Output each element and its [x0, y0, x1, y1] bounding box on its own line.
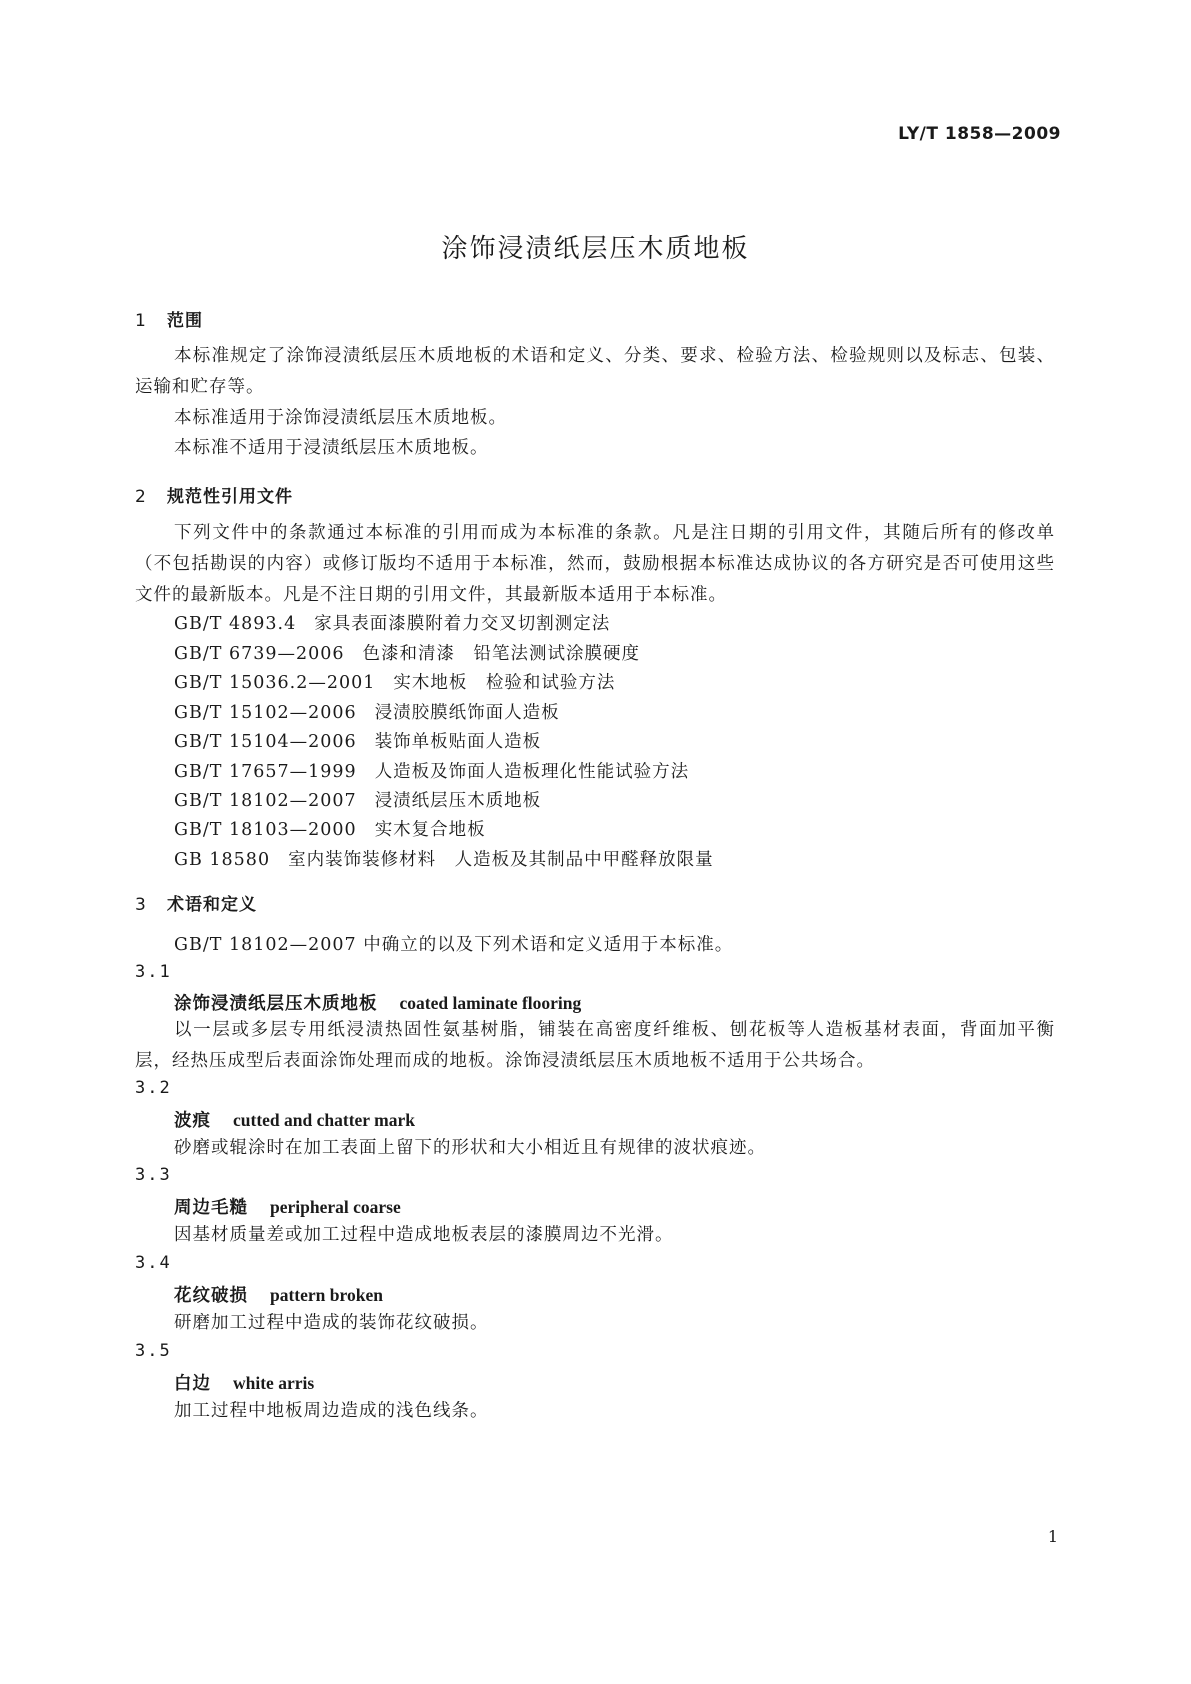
- reference-code: GB/T 4893.4: [174, 614, 297, 634]
- standard-code: LY/T 1858—2009: [898, 124, 1061, 144]
- clause-number: 3.1: [135, 962, 172, 982]
- reference-item: [174, 669, 615, 694]
- reference-code: GB 18580: [174, 850, 271, 870]
- term-definition: 因基材质量差或加工过程中造成地板表层的漆膜周边不光滑。: [174, 1225, 674, 1245]
- clause-number: 3.5: [135, 1341, 172, 1361]
- term-chinese: 涂饰浸渍纸层压木质地板: [174, 994, 378, 1014]
- term-chinese: 花纹破损: [174, 1286, 248, 1306]
- reference-item: [174, 758, 689, 783]
- section-number: 2: [135, 487, 147, 507]
- section-3-heading: [135, 890, 257, 915]
- section-title: 范围: [167, 311, 203, 331]
- reference-title: 浸渍纸层压木质地板: [374, 791, 542, 811]
- reference-title: 浸渍胶膜纸饰面人造板: [374, 703, 560, 723]
- section-title: 规范性引用文件: [167, 487, 293, 507]
- reference-item: [174, 846, 714, 871]
- reference-item: [174, 699, 560, 724]
- term-english: pattern broken: [270, 1285, 383, 1305]
- reference-item: [174, 640, 640, 665]
- term-entry: [174, 1107, 415, 1132]
- reference-item: [174, 816, 486, 841]
- reference-code: GB/T 18102—2007: [174, 791, 357, 811]
- section-1-paragraph-3: 本标准不适用于浸渍纸层压木质地板。: [174, 438, 489, 458]
- reference-item: [174, 610, 610, 635]
- term-english: white arris: [233, 1373, 315, 1393]
- reference-code: GB/T 17657—1999: [174, 762, 357, 782]
- term-english: coated laminate flooring: [399, 993, 582, 1013]
- section-number: 3: [135, 895, 147, 915]
- term-entry: [174, 1282, 383, 1307]
- section-1-paragraph-1: 本标准规定了涂饰浸渍纸层压木质地板的术语和定义、分类、要求、检验方法、检验规则以及标志、包装、运输和贮存等。: [135, 346, 1055, 397]
- reference-title: 室内装饰装修材料 人造板及其制品中甲醛释放限量: [288, 850, 714, 870]
- term-definition: 研磨加工过程中造成的装饰花纹破损。: [174, 1313, 489, 1333]
- term-chinese: 白边: [174, 1374, 211, 1394]
- page-number: 1: [1047, 1527, 1058, 1546]
- section-1-heading: [135, 306, 203, 331]
- term-entry: [174, 1194, 401, 1219]
- reference-title: 装饰单板贴面人造板: [374, 732, 542, 752]
- term-definition: 以一层或多层专用纸浸渍热固性氨基树脂，铺装在高密度纤维板、刨花板等人造板基材表面，背面加平衡层，经热压成型后表面涂饰处理而成的地板。涂饰浸渍纸层压木质地板不适用于公共场合。: [135, 1020, 1055, 1071]
- reference-title: 家具表面漆膜附着力交叉切割测定法: [314, 614, 611, 634]
- section-1-paragraph-2: 本标准适用于涂饰浸渍纸层压木质地板。: [174, 408, 507, 428]
- term-english: peripheral coarse: [270, 1197, 401, 1217]
- section-title: 术语和定义: [167, 895, 257, 915]
- reference-title: 实木地板 检验和试验方法: [393, 673, 616, 693]
- document-title: 涂饰浸渍纸层压木质地板: [441, 234, 750, 264]
- term-chinese: 波痕: [174, 1111, 211, 1131]
- clause-number: 3.3: [135, 1165, 172, 1185]
- reference-title: 人造板及饰面人造板理化性能试验方法: [374, 762, 690, 782]
- term-entry: [174, 1370, 314, 1395]
- term-definition: 加工过程中地板周边造成的浅色线条。: [174, 1401, 489, 1421]
- section-number: 1: [135, 311, 147, 331]
- section-2-heading: [135, 482, 293, 507]
- reference-code: GB/T 15036.2—2001: [174, 673, 376, 693]
- reference-code: GB/T 15104—2006: [174, 732, 357, 752]
- clause-number: 3.4: [135, 1253, 172, 1273]
- section-2-paragraph-1: 下列文件中的条款通过本标准的引用而成为本标准的条款。凡是注日期的引用文件，其随后所有的修改单（不包括勘误的内容）或修订版均不适用于本标准，然而，鼓励根据本标准达成协议的各方研究是否可使用这些文件的最新版本。凡是不注日期的引用文件，其最新版本适用于本标准。: [135, 523, 1055, 605]
- term-chinese: 周边毛糙: [174, 1198, 248, 1218]
- term-entry: [174, 990, 581, 1015]
- reference-item: [174, 787, 541, 812]
- term-english: cutted and chatter mark: [233, 1110, 415, 1130]
- clause-number: 3.2: [135, 1078, 172, 1098]
- reference-title: 色漆和清漆 铅笔法测试涂膜硬度: [362, 644, 641, 664]
- reference-code: GB/T 15102—2006: [174, 703, 357, 723]
- reference-title: 实木复合地板: [374, 820, 486, 840]
- reference-code: GB/T 18103—2000: [174, 820, 357, 840]
- term-definition: 砂磨或辊涂时在加工表面上留下的形状和大小相近且有规律的波状痕迹。: [174, 1138, 766, 1158]
- section-3-intro: GB/T 18102—2007 中确立的以及下列术语和定义适用于本标准。: [174, 935, 734, 955]
- reference-code: GB/T 6739—2006: [174, 644, 345, 664]
- reference-item: [174, 728, 541, 753]
